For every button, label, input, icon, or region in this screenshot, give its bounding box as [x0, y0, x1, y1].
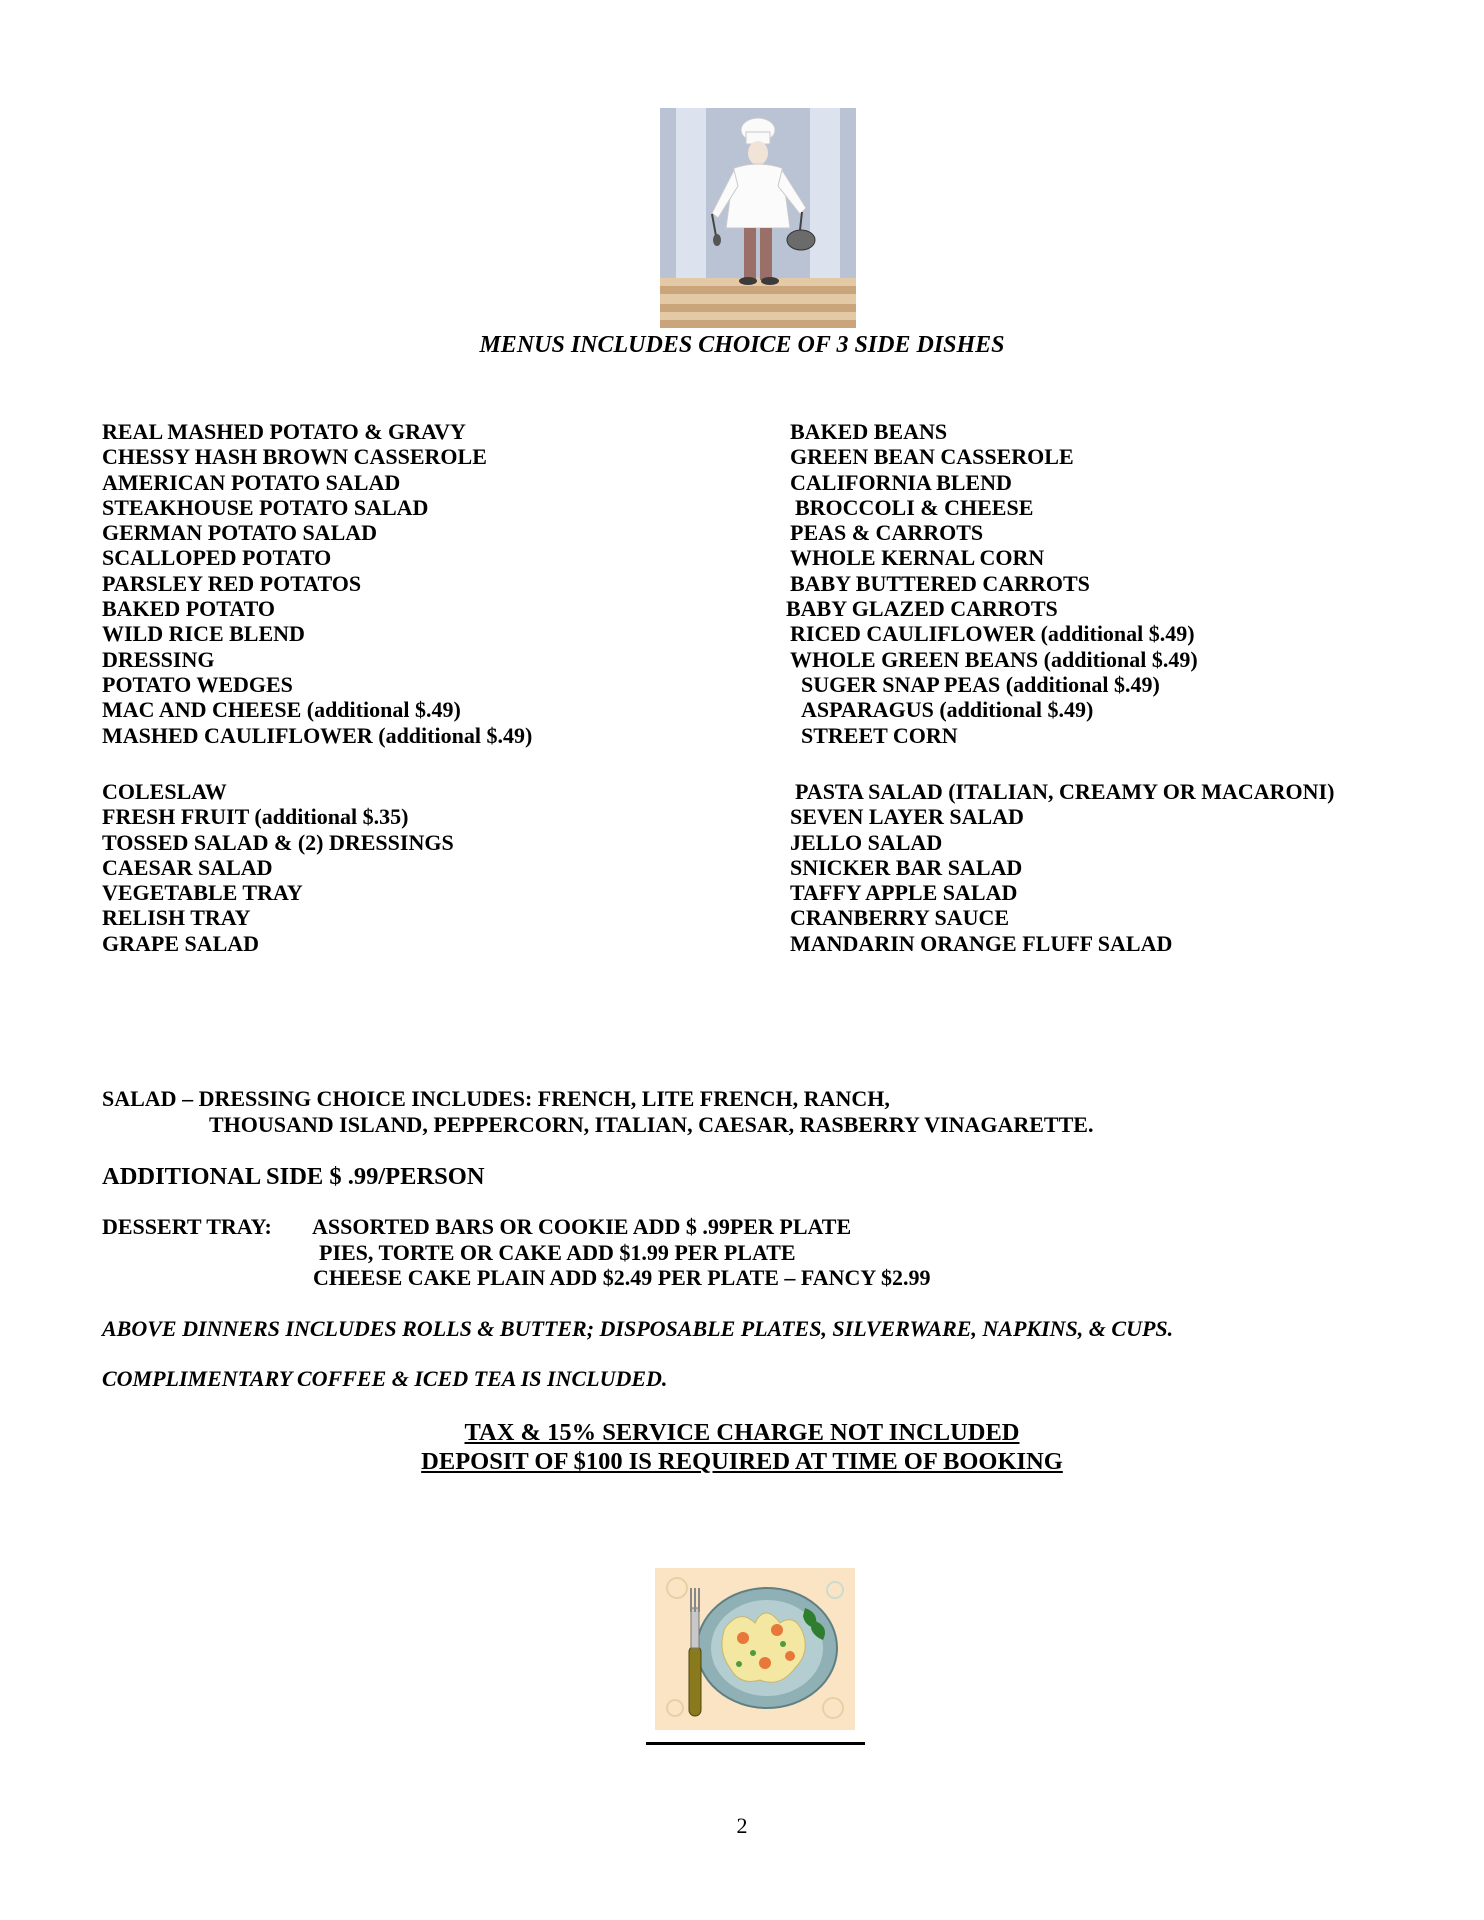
list-item: CAESAR SALAD [102, 854, 273, 880]
menu-subtitle: MENUS INCLUDES CHOICE OF 3 SIDE DISHES [479, 332, 1005, 358]
list-item: WILD RICE BLEND [102, 621, 305, 647]
additional-side-price: ADDITIONAL SIDE $ .99/PERSON [102, 1163, 485, 1190]
list-item: CHESSY HASH BROWN CASSEROLE [102, 444, 487, 470]
list-item: SUGER SNAP PEAS (additional $.49) [801, 671, 1160, 697]
list-item: BROCCOLI & CHEESE [795, 494, 1034, 520]
dressing-line-2: THOUSAND ISLAND, PEPPERCORN, ITALIAN, CAESAR, RASBERRY VINAGARETTE. [209, 1111, 1094, 1137]
list-item: RICED CAULIFLOWER (additional $.49) [790, 621, 1195, 647]
dressing-choices [102, 1086, 1093, 1137]
list-item: MASHED CAULIFLOWER (additional $.49) [102, 722, 533, 748]
list-item: MANDARIN ORANGE FLUFF SALAD [790, 930, 1173, 956]
pasta-plate-illustration [655, 1568, 855, 1730]
dessert-tray [102, 1214, 930, 1291]
list-item: PARSLEY RED POTATOS [102, 570, 362, 596]
list-item: GRAPE SALAD [102, 930, 260, 956]
list-item: JELLO SALAD [790, 829, 943, 855]
dessert-line-1: ASSORTED BARS OR COOKIE ADD $ .99PER PLATE [312, 1214, 852, 1239]
list-item: SCALLOPED POTATO [102, 545, 332, 571]
list-item: BABY GLAZED CARROTS [786, 596, 1058, 622]
potato-sides-list [102, 419, 532, 748]
tax-notice: TAX & 15% SERVICE CHARGE NOT INCLUDED [464, 1419, 1020, 1446]
dressing-line-1: SALAD – DRESSING CHOICE INCLUDES: FRENCH, LITE FRENCH, RANCH, [102, 1086, 890, 1111]
list-item: POTATO WEDGES [102, 671, 293, 697]
coffee-note: COMPLIMENTARY COFFEE & ICED TEA IS INCLUDED. [102, 1366, 668, 1391]
list-item: SNICKER BAR SALAD [790, 854, 1023, 880]
rolls-note: ABOVE DINNERS INCLUDES ROLLS & BUTTER; DISPOSABLE PLATES, SILVERWARE, NAPKINS, & CUPS. [102, 1316, 1174, 1341]
list-item: DRESSING [102, 646, 215, 672]
chef-illustration [660, 108, 856, 328]
list-item: ASPARAGUS (additional $.49) [801, 697, 1094, 723]
list-item: CALIFORNIA BLEND [790, 469, 1012, 495]
list-item: BAKED POTATO [102, 596, 275, 622]
page-number: 2 [736, 1813, 748, 1838]
list-item: VEGETABLE TRAY [102, 880, 303, 906]
list-item: RELISH TRAY [102, 905, 251, 931]
list-item: REAL MASHED POTATO & GRAVY [102, 419, 466, 444]
list-item: COLESLAW [102, 779, 227, 804]
salad-sides-list-left [102, 779, 454, 956]
list-item: STREET CORN [801, 722, 958, 748]
dessert-line-3: CHEESE CAKE PLAIN ADD $2.49 PER PLATE – FANCY $2.99 [313, 1265, 931, 1290]
list-item: GREEN BEAN CASSEROLE [790, 444, 1074, 470]
list-item: STEAKHOUSE POTATO SALAD [102, 494, 429, 520]
dessert-line-2: PIES, TORTE OR CAKE ADD $1.99 PER PLATE [319, 1239, 796, 1265]
list-item: WHOLE GREEN BEANS (additional $.49) [790, 646, 1198, 672]
salad-sides-list-right [790, 779, 1334, 956]
list-item: TAFFY APPLE SALAD [790, 880, 1018, 906]
list-item: GERMAN POTATO SALAD [102, 520, 378, 546]
list-item: AMERICAN POTATO SALAD [102, 469, 401, 495]
list-item: FRESH FRUIT (additional $.35) [102, 804, 409, 830]
list-item: WHOLE KERNAL CORN [790, 545, 1045, 571]
list-item: MAC AND CHEESE (additional $.49) [102, 697, 461, 723]
vegetable-sides-list [786, 419, 1198, 748]
list-item: PEAS & CARROTS [790, 520, 984, 546]
list-item: PASTA SALAD (ITALIAN, CREAMY OR MACARONI) [795, 779, 1335, 804]
list-item: SEVEN LAYER SALAD [790, 804, 1024, 830]
deposit-notice: DEPOSIT OF $100 IS REQUIRED AT TIME OF BOOKING [421, 1448, 1063, 1475]
list-item: BAKED BEANS [790, 419, 948, 444]
dessert-label: DESSERT TRAY: [102, 1214, 272, 1239]
list-item: BABY BUTTERED CARROTS [790, 570, 1090, 596]
divider-line [646, 1742, 865, 1745]
list-item: TOSSED SALAD & (2) DRESSINGS [102, 829, 454, 855]
list-item: CRANBERRY SAUCE [790, 905, 1010, 931]
